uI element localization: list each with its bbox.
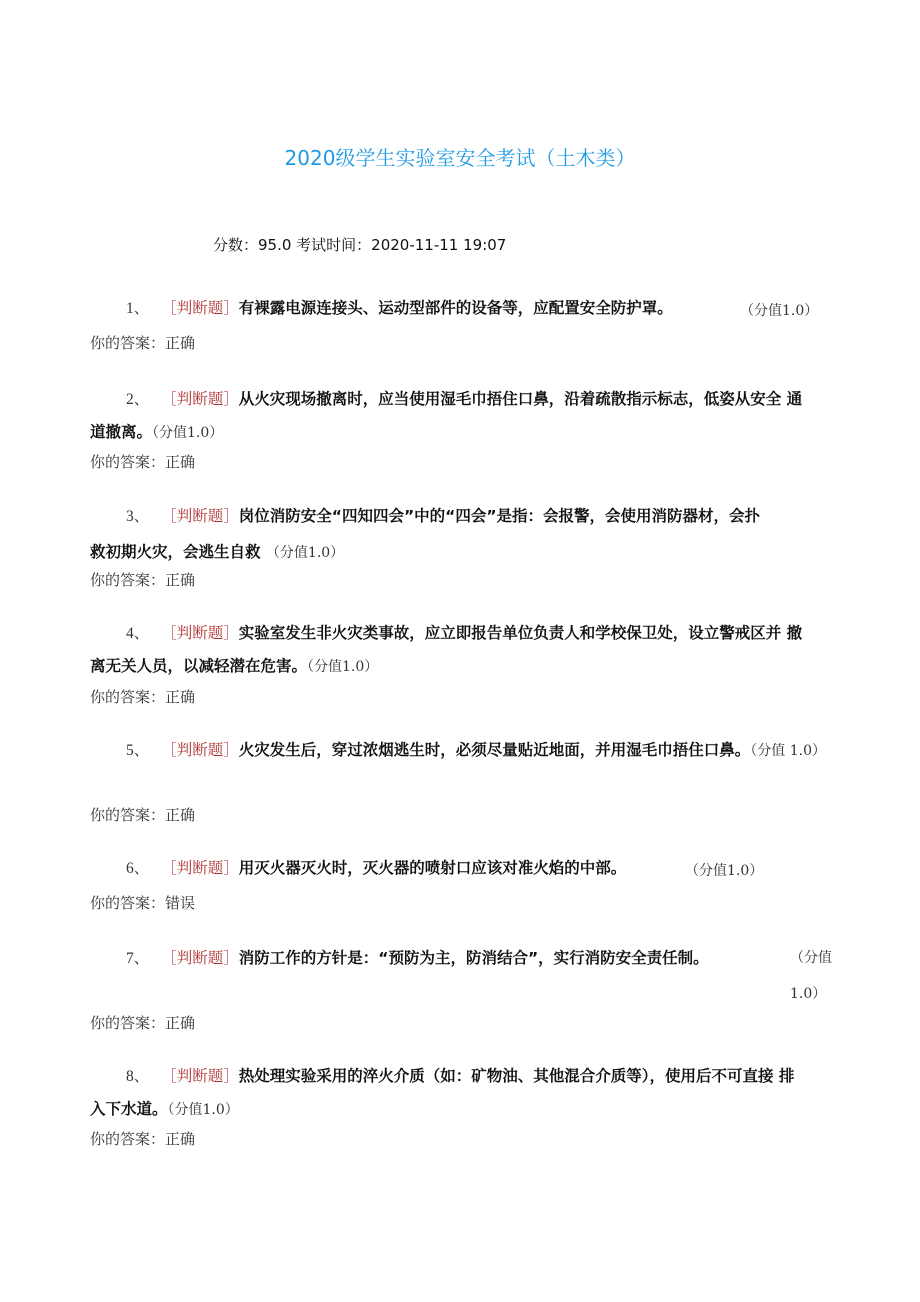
question-type-tag: ［判断题］ [161,950,239,967]
answer-label: 你的答案： [90,1130,166,1148]
question-text: 消防工作的方针是：“预防为主，防消结合”，实行消防安全责任制。 [238,949,709,967]
your-answer [90,1012,195,1033]
question-points: （分值 1.0） [790,950,832,1002]
your-answer [90,892,195,913]
answer-value: 正确 [165,806,196,824]
question-line [90,543,344,562]
answer-label: 你的答案： [90,894,166,912]
answer-label: 你的答案： [90,453,166,471]
question-text: 从火灾现场撤离时，应当使用湿毛巾捂住口鼻，沿着疏散指示标志，低姿从安全 通 [238,390,803,408]
answer-label: 你的答案： [90,688,166,706]
question-text-cont: 离无关人员，以减轻潜在危害。 [90,657,308,675]
answer-label: 你的答案： [90,1014,166,1032]
question-number: 7、 [126,950,150,967]
question-type-tag: ［判断题］ [161,391,239,408]
answer-value: 错误 [165,894,196,912]
answer-label: 你的答案： [90,806,166,824]
answer-label: 你的答案： [90,571,166,589]
score-line: 分数：95.0 考试时间：2020-11-11 19:07 [213,236,507,254]
your-answer [90,686,195,707]
question-text: 热处理实验采用的淬火介质（如：矿物油、其他混合介质等），使用后不可直接 排 [238,1067,795,1085]
question-line [126,299,673,318]
answer-value: 正确 [165,334,196,352]
question-text-cont: 救初期火灾，会逃生自救 [90,543,266,561]
question-type-tag: ［判断题］ [161,742,239,759]
question-points: （分值1.0） [685,863,764,879]
question-line [126,741,826,760]
question-number: 2、 [126,391,150,408]
question-text-cont: 道撤离。 [90,423,153,441]
question-number: 4、 [126,625,150,642]
question-text-cont: 入下水道。 [90,1100,168,1118]
question-line [126,624,802,643]
question-line [126,859,626,878]
answer-value: 正确 [165,571,196,589]
question-line [126,949,832,1002]
answer-value: 正确 [165,1014,196,1032]
question-points: （分值1.0） [265,545,345,561]
question-points: （分值1.0） [167,1102,239,1118]
question-line [90,1100,239,1119]
question-type-tag: ［判断题］ [161,300,239,317]
question-number: 5、 [126,742,150,759]
question-text: 用灭火器灭火时，灭火器的喷射口应该对准火焰的中部。 [238,859,627,877]
question-line [126,1067,794,1086]
question-number: 8、 [126,1068,150,1085]
your-answer [90,569,195,590]
answer-value: 正确 [165,453,196,471]
question-text: 实验室发生非火灾类事故，应立即报告单位负责人和学校保卫处，设立警戒区并 撤 [238,624,803,642]
question-line [126,507,760,526]
question-text: 火灾发生后，穿过浓烟逃生时，必须尽量贴近地面，并用湿毛巾捂住口鼻。 [238,741,751,759]
question-number: 6、 [126,860,150,877]
answer-value: 正确 [165,1130,196,1148]
your-answer [90,804,195,825]
your-answer [90,332,195,353]
question-type-tag: ［判断题］ [161,625,239,642]
answer-label: 你的答案： [90,334,166,352]
question-line [90,423,223,442]
question-type-tag: ［判断题］ [161,508,239,525]
question-points: （分值1.0） [152,425,224,441]
page-title: 2020级学生实验室安全考试（土木类） [284,146,636,170]
question-text: 岗位消防安全“四知四会”中的“四会”是指：会报警，会使用消防器材，会扑 [238,507,761,525]
question-number: 1、 [126,300,150,317]
question-number: 3、 [126,508,150,525]
question-text: 有裸露电源连接头、运动型部件的设备等，应配置安全防护罩。 [238,299,673,317]
question-points: （分值1.0） [740,303,819,319]
question-points: （分值 1.0） [750,743,827,759]
your-answer [90,1128,195,1149]
question-line [90,657,378,676]
question-line [126,390,802,409]
answer-value: 正确 [165,688,196,706]
your-answer [90,451,195,472]
question-points: （分值1.0） [307,659,379,675]
question-type-tag: ［判断题］ [161,1068,239,1085]
question-type-tag: ［判断题］ [161,860,239,877]
